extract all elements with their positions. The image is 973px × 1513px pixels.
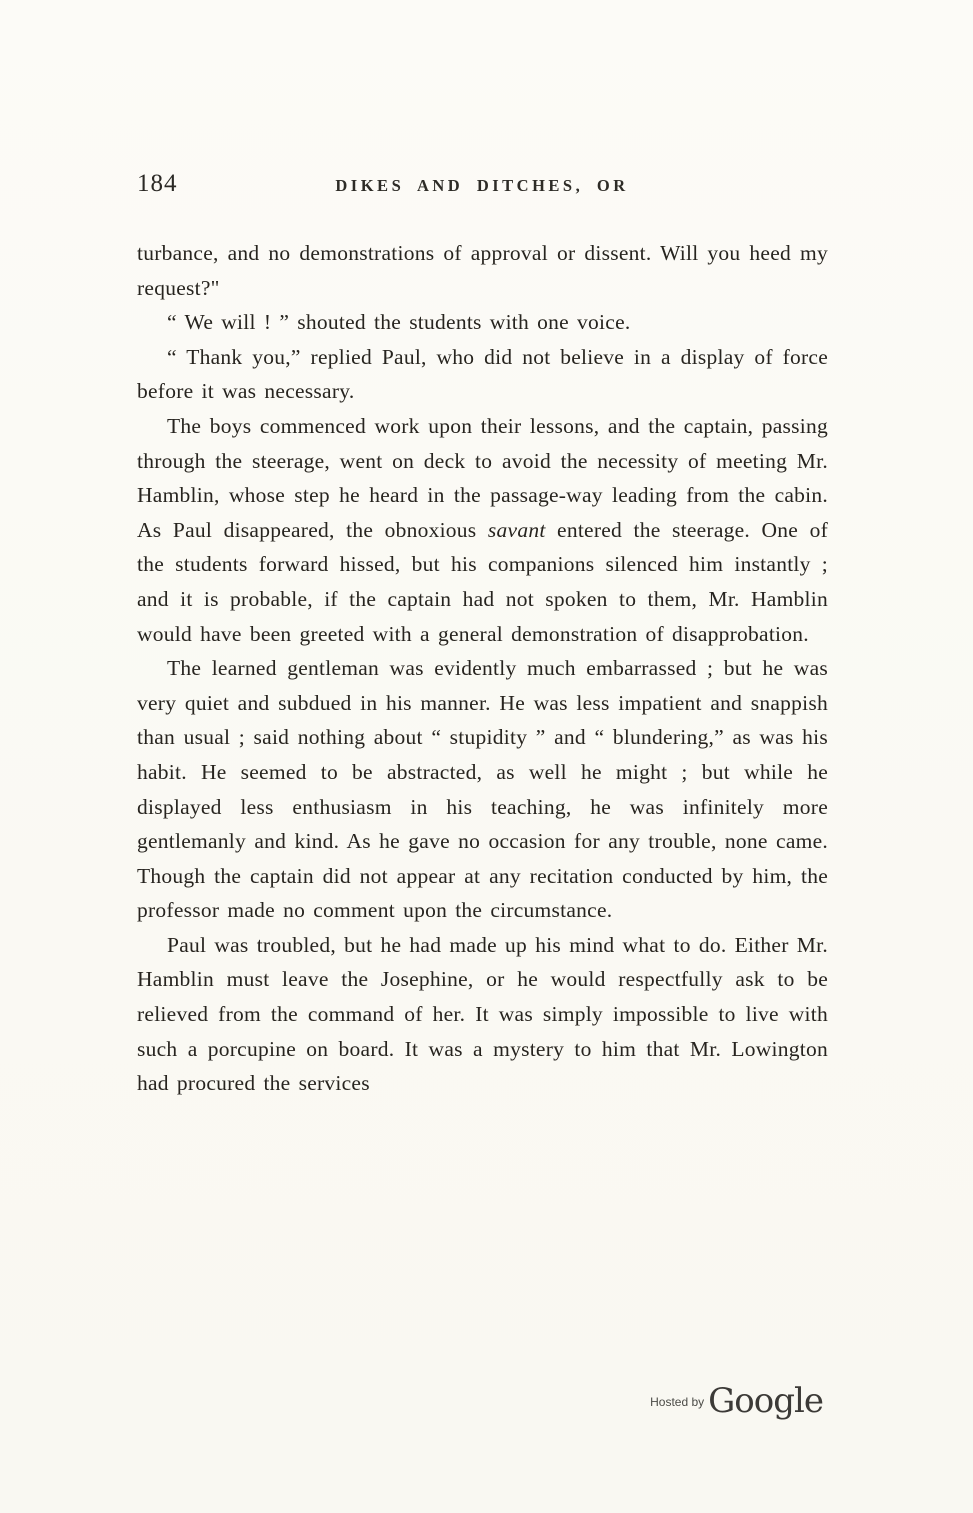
paragraph: “ Thank you,” replied Paul, who did not believe in a display of force before it was necessary. xyxy=(137,344,828,404)
page-body xyxy=(137,236,828,1101)
hosted-by-label: Hosted by xyxy=(650,1395,705,1409)
running-header: DIKES AND DITCHES, OR xyxy=(335,176,629,195)
page-number: 184 xyxy=(137,170,178,197)
page-header xyxy=(137,168,827,202)
paragraph: Paul was troubled, but he had made up his mind what to do. Either Mr. Hamblin must leave the Josephine, or he would respectfully ask to be relieved from the command of her. It was simply impossible to live with such a porcupine on board. It was a mystery to him that Mr. Lowington had procured the services xyxy=(137,932,828,1096)
google-logo: Google xyxy=(708,1381,823,1421)
paragraph: The boys commenced work upon their lessons, and the captain, passing through the steerage, went on deck to avoid the necessity of meeting Mr. Hamblin, whose step he heard in the passage-way leading from the cabin. As Paul disappeared, the obnoxious savant entered the steerage. One of the students forward hissed, but his companions silenced him instantly ; and it is probable, if the captain had not spoken to them, Mr. Hamblin would have been greeted with a general demonstration of disapprobation. xyxy=(137,413,828,646)
paragraph: The learned gentleman was evidently much embarrassed ; but he was very quiet and subdued in his manner. He was less impatient and snappish than usual ; said nothing about “ stupidity ” and “ blundering,” as was his habit. He seemed to be abstracted, as well he might ; but while he displayed less enthusiasm in his teaching, he was infinitely more gentlemanly and kind. As he gave no occasion for any trouble, none came. Though the captain did not appear at any recitation conducted by him, the professor made no comment upon the circumstance. xyxy=(137,656,828,923)
paragraph: “ We will ! ” shouted the students with one voice. xyxy=(167,310,631,335)
paragraph: turbance, and no demonstrations of approval or dissent. Will you heed my request?" xyxy=(137,241,828,300)
page-footer xyxy=(650,1381,823,1421)
